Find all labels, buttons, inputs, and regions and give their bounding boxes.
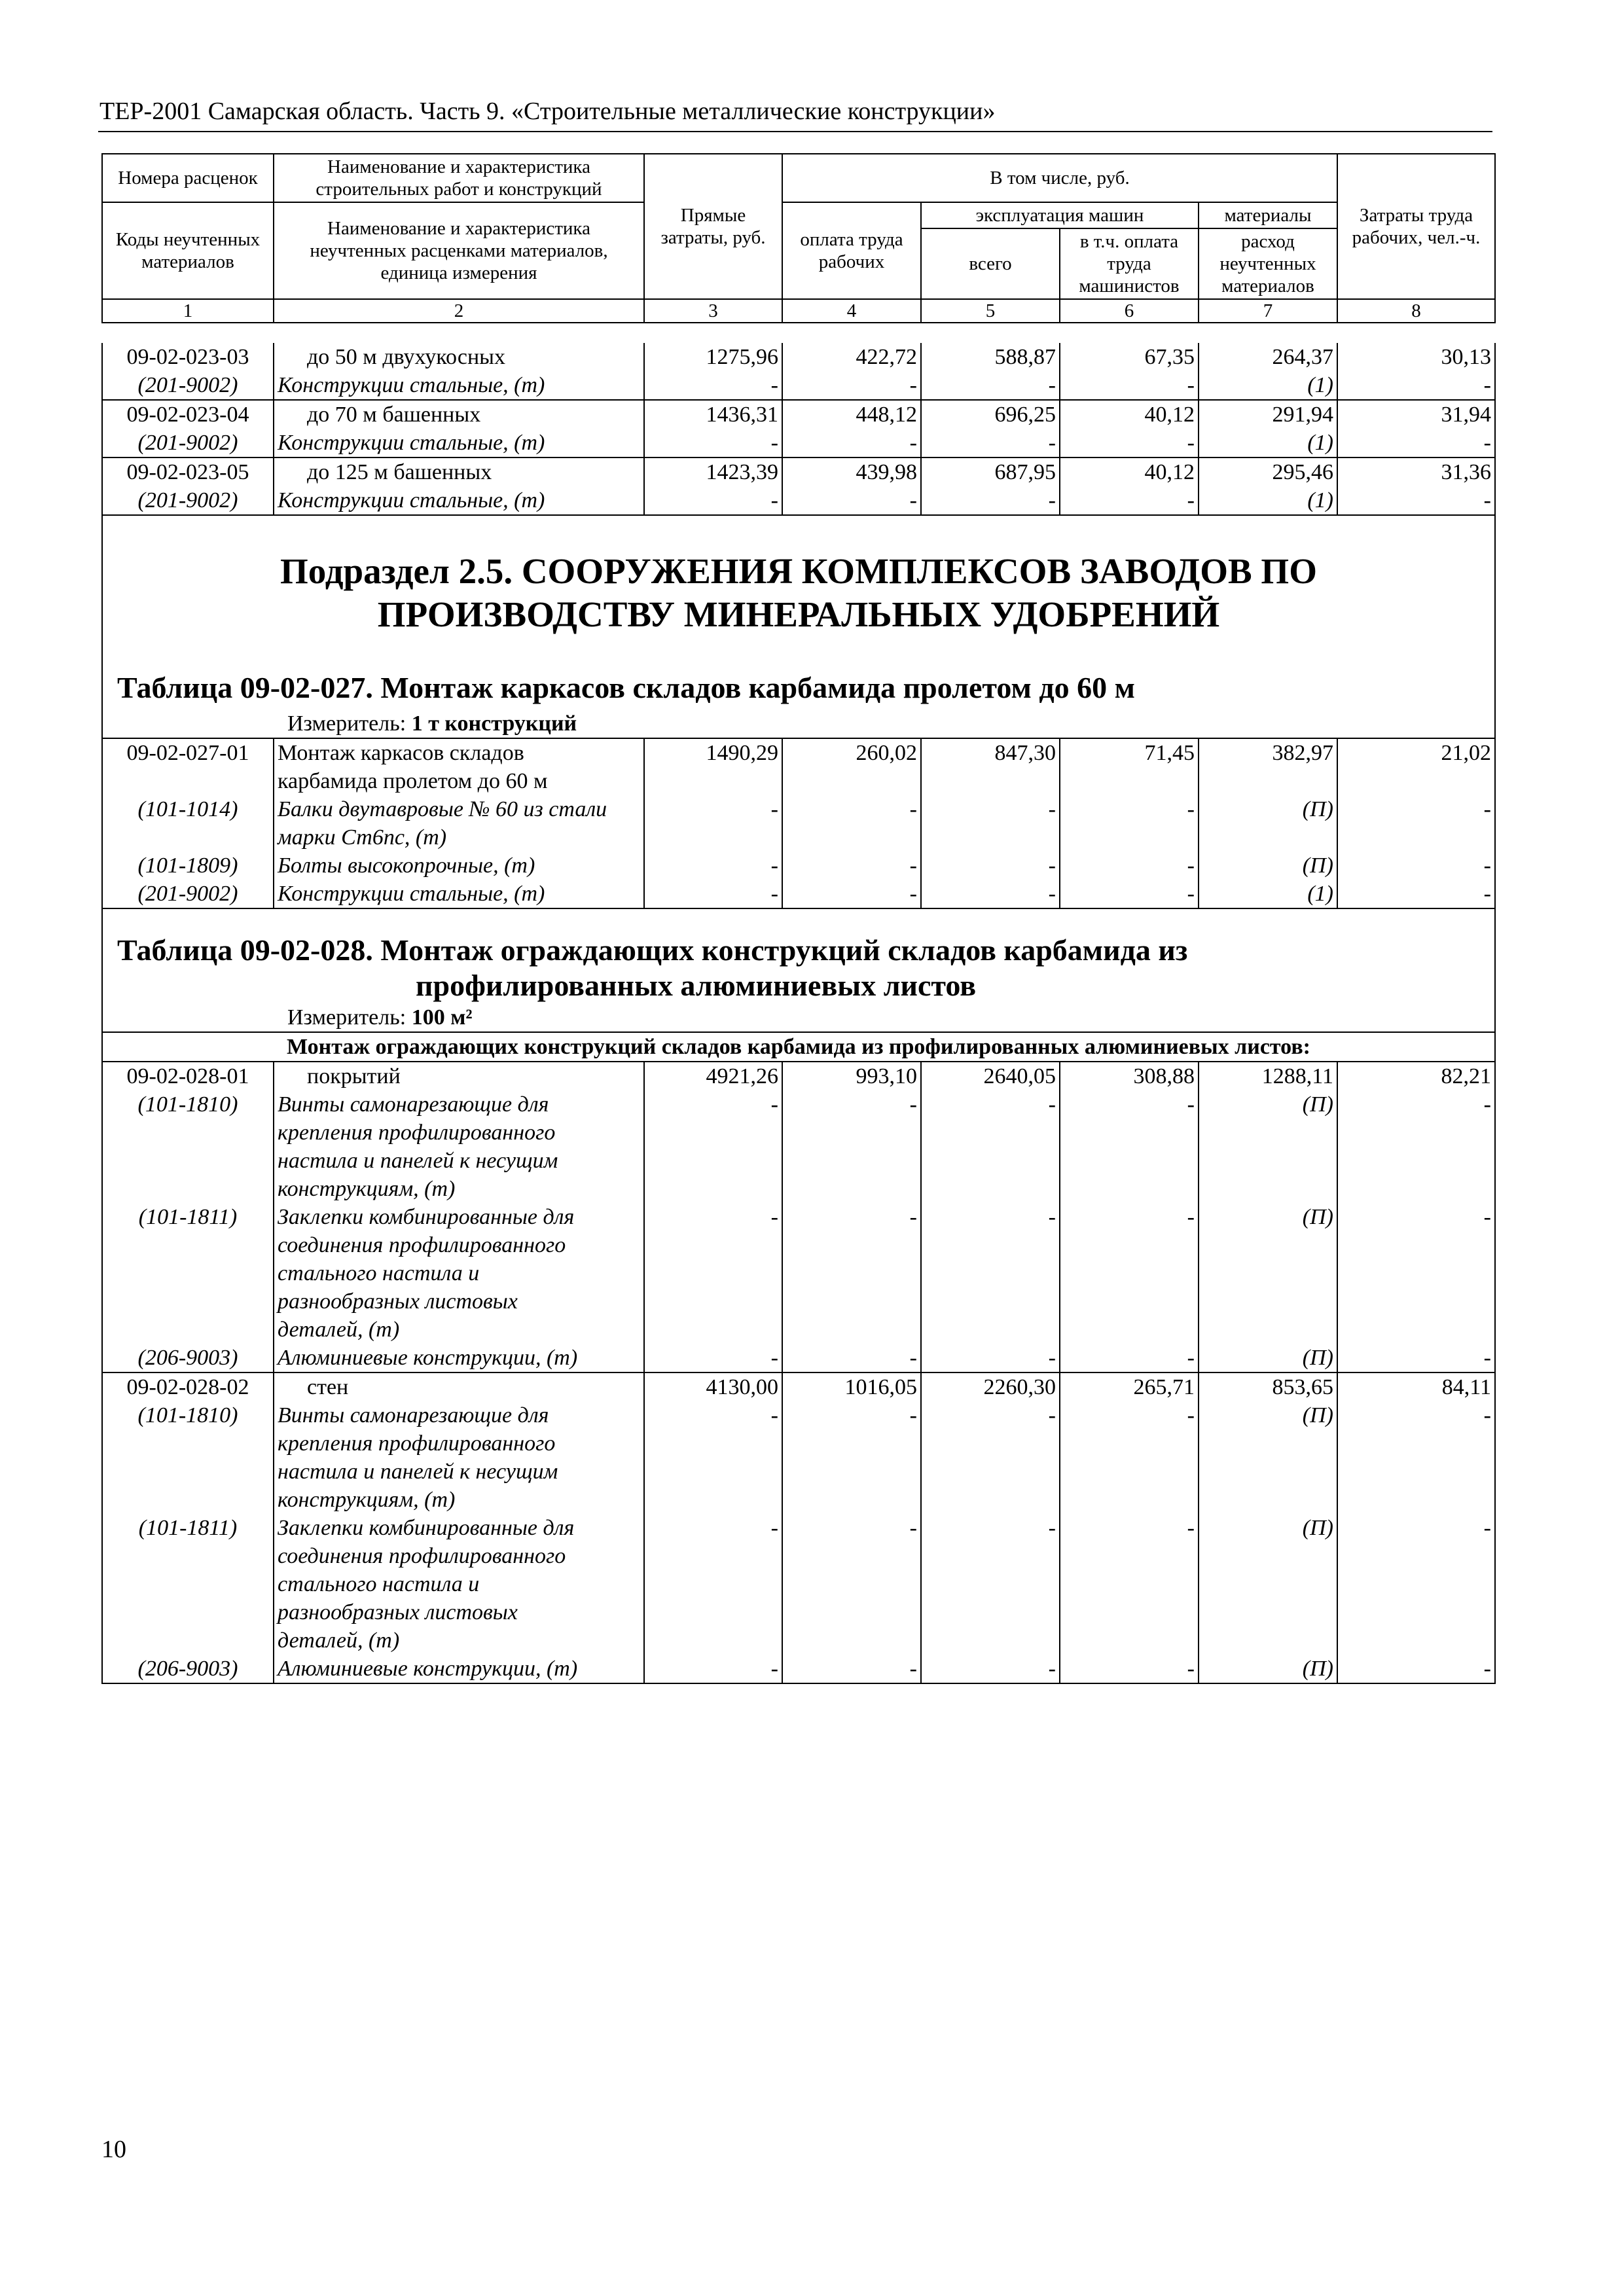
material-v5: -: [921, 371, 1060, 400]
material-v5: -: [921, 1655, 1060, 1683]
machines-total: 696,25: [921, 400, 1060, 429]
material-v5: -: [921, 1401, 1060, 1514]
labor-hours: 31,94: [1337, 400, 1495, 429]
material-name: Алюминиевые конструкции, (т): [274, 1344, 644, 1372]
material-v8: -: [1337, 1514, 1495, 1655]
material-v7: (П): [1199, 1090, 1337, 1203]
material-row: [102, 880, 1495, 908]
machines-total: 847,30: [921, 738, 1060, 795]
material-v6: -: [1060, 795, 1199, 852]
col5-header: всего: [921, 228, 1060, 299]
material-v6: -: [1060, 1203, 1199, 1344]
material-code: (201-9002): [102, 371, 274, 400]
col-number: 1: [102, 299, 274, 323]
machinists-pay: 308,88: [1060, 1062, 1199, 1090]
col3-header: Прямые затраты, руб.: [644, 154, 782, 299]
material-row: [102, 1655, 1495, 1683]
material-v8: -: [1337, 1203, 1495, 1344]
col6-header: в т.ч. оплата труда машинистов: [1060, 228, 1199, 299]
machinists-pay: 71,45: [1060, 738, 1199, 795]
rate-name: покрытий: [274, 1062, 644, 1090]
machines-total: 2640,05: [921, 1062, 1060, 1090]
rate-name: до 125 м башенных: [274, 457, 644, 486]
rate-code: 09-02-028-01: [102, 1062, 274, 1090]
machinists-pay: 40,12: [1060, 457, 1199, 486]
material-v7: (1): [1199, 486, 1337, 515]
table-028-title: [102, 908, 1495, 1003]
material-name: Винты самонарезающие для крепления профилированного настила и панелей к несущим конструкциям, (т): [274, 1401, 644, 1514]
material-v4: -: [782, 1655, 921, 1683]
labor-hours: 84,11: [1337, 1372, 1495, 1401]
material-v4: -: [782, 486, 921, 515]
material-row: [102, 1401, 1495, 1514]
measure-label: Измеритель:: [287, 1005, 406, 1030]
material-v6: -: [1060, 1344, 1199, 1372]
table-row: [102, 738, 1495, 795]
rate-name: до 70 м башенных: [274, 400, 644, 429]
table-028-measure: [102, 1003, 1495, 1032]
material-name: Конструкции стальные, (т): [274, 429, 644, 457]
table-028-subheader: Монтаж ограждающих конструкций складов карбамида из профилированных алюминиевых листов:: [102, 1032, 1495, 1062]
material-v4: -: [782, 1514, 921, 1655]
material-v7: (1): [1199, 371, 1337, 400]
table-row: [102, 1372, 1495, 1401]
rate-code: 09-02-028-02: [102, 1372, 274, 1401]
section-title-line2: ПРОИЗВОДСТВУ МИНЕРАЛЬНЫХ УДОБРЕНИЙ: [377, 594, 1220, 634]
col1-header-top: Номера расценок: [102, 154, 274, 202]
material-row: [102, 852, 1495, 880]
material-v3: -: [644, 429, 782, 457]
material-v6: -: [1060, 1090, 1199, 1203]
material-v6: -: [1060, 880, 1199, 908]
material-v8: -: [1337, 429, 1495, 457]
material-v6: -: [1060, 1514, 1199, 1655]
rate-code: 09-02-023-04: [102, 400, 274, 429]
labor-pay: 260,02: [782, 738, 921, 795]
section-title: [102, 515, 1495, 670]
material-v7: (П): [1199, 795, 1337, 852]
table-row: [102, 400, 1495, 429]
materials-cost: 264,37: [1199, 343, 1337, 371]
material-v6: -: [1060, 1655, 1199, 1683]
labor-hours: 31,36: [1337, 457, 1495, 486]
material-code: (101-1014): [102, 795, 274, 852]
material-v5: -: [921, 1514, 1060, 1655]
machines-total: 588,87: [921, 343, 1060, 371]
col-number: 4: [782, 299, 921, 323]
material-code: (101-1810): [102, 1090, 274, 1203]
col-number: 2: [274, 299, 644, 323]
material-row: [102, 795, 1495, 852]
material-v4: -: [782, 371, 921, 400]
labor-pay: 1016,05: [782, 1372, 921, 1401]
direct-cost: 1490,29: [644, 738, 782, 795]
table-027-measure: [102, 709, 1495, 738]
material-v4: -: [782, 1401, 921, 1514]
rate-name: стен: [274, 1372, 644, 1401]
material-v7: (П): [1199, 1655, 1337, 1683]
material-v4: -: [782, 1344, 921, 1372]
material-v8: -: [1337, 795, 1495, 852]
material-v5: -: [921, 1203, 1060, 1344]
material-code: (101-1811): [102, 1203, 274, 1344]
material-name: Винты самонарезающие для крепления профилированного настила и панелей к несущим конструкциям, (т): [274, 1090, 644, 1203]
material-code: (206-9003): [102, 1344, 274, 1372]
table-row: [102, 457, 1495, 486]
material-name: Конструкции стальные, (т): [274, 371, 644, 400]
col-number: 5: [921, 299, 1060, 323]
material-v7: (1): [1199, 880, 1337, 908]
material-row: [102, 371, 1495, 400]
machinists-pay: 67,35: [1060, 343, 1199, 371]
table-row: [102, 1062, 1495, 1090]
material-v5: -: [921, 795, 1060, 852]
labor-hours: 30,13: [1337, 343, 1495, 371]
col-number: 6: [1060, 299, 1199, 323]
col4-header: оплата труда рабочих: [782, 202, 921, 299]
material-name: Конструкции стальные, (т): [274, 880, 644, 908]
material-v5: -: [921, 1090, 1060, 1203]
rate-name: Монтаж каркасов складов карбамида пролетом до 60 м: [274, 738, 644, 795]
material-v8: -: [1337, 486, 1495, 515]
material-row: [102, 1090, 1495, 1203]
direct-cost: 1275,96: [644, 343, 782, 371]
labor-pay: 422,72: [782, 343, 921, 371]
material-v7: (П): [1199, 1401, 1337, 1514]
direct-cost: 4921,26: [644, 1062, 782, 1090]
material-v6: -: [1060, 852, 1199, 880]
rate-code: 09-02-023-03: [102, 343, 274, 371]
col8-header: Затраты труда рабочих, чел.-ч.: [1337, 154, 1495, 299]
material-name: Конструкции стальные, (т): [274, 486, 644, 515]
material-v3: -: [644, 1090, 782, 1203]
col-number: 3: [644, 299, 782, 323]
material-v5: -: [921, 486, 1060, 515]
table-028-title-line2: профилированных алюминиевых листов: [416, 969, 977, 1002]
material-v4: -: [782, 795, 921, 852]
material-name: Заклепки комбинированные для соединения профилированного стального настила и разнообразных листовых деталей, (т): [274, 1203, 644, 1344]
header-rule: [98, 131, 1492, 132]
material-row: [102, 1344, 1495, 1372]
material-code: (206-9003): [102, 1655, 274, 1683]
col2-header-top: Наименование и характеристика строительных работ и конструкций: [274, 154, 644, 202]
material-name: Балки двутавровые № 60 из стали марки Ст6пс, (т): [274, 795, 644, 852]
material-v3: -: [644, 1401, 782, 1514]
material-code: (101-1809): [102, 852, 274, 880]
labor-pay: 448,12: [782, 400, 921, 429]
material-v4: -: [782, 429, 921, 457]
material-code: (101-1811): [102, 1514, 274, 1655]
direct-cost: 1436,31: [644, 400, 782, 429]
material-code: (201-9002): [102, 486, 274, 515]
material-v8: -: [1337, 852, 1495, 880]
table-027-title: Таблица 09-02-027. Монтаж каркасов складов карбамида пролетом до 60 м: [102, 670, 1495, 709]
material-v3: -: [644, 880, 782, 908]
material-v3: -: [644, 486, 782, 515]
measure-value: 100 м²: [411, 1005, 473, 1030]
material-v8: -: [1337, 880, 1495, 908]
machines-header: эксплуатация машин: [921, 202, 1199, 228]
col-number: 8: [1337, 299, 1495, 323]
material-v4: -: [782, 1203, 921, 1344]
material-v3: -: [644, 1344, 782, 1372]
materials-cost: 853,65: [1199, 1372, 1337, 1401]
material-row: [102, 429, 1495, 457]
column-header-table: [101, 153, 1496, 323]
material-v8: -: [1337, 371, 1495, 400]
incl-header: В том числе, руб.: [782, 154, 1337, 202]
materials-cost: 382,97: [1199, 738, 1337, 795]
machinists-pay: 40,12: [1060, 400, 1199, 429]
col1-header-bottom: Коды неучтенных материалов: [102, 202, 274, 299]
material-v3: -: [644, 795, 782, 852]
material-v5: -: [921, 429, 1060, 457]
col7-header: расход неучтенных материалов: [1199, 228, 1337, 299]
material-v5: -: [921, 852, 1060, 880]
material-v7: (П): [1199, 1344, 1337, 1372]
material-name: Заклепки комбинированные для соединения профилированного стального настила и разнообразных листовых деталей, (т): [274, 1514, 644, 1655]
material-v6: -: [1060, 429, 1199, 457]
page-number: 10: [101, 2136, 126, 2163]
material-row: [102, 1514, 1495, 1655]
material-name: Болты высокопрочные, (т): [274, 852, 644, 880]
rates-table: [101, 343, 1496, 1684]
material-v5: -: [921, 1344, 1060, 1372]
materials-cost: 295,46: [1199, 457, 1337, 486]
material-v7: (П): [1199, 1514, 1337, 1655]
direct-cost: 4130,00: [644, 1372, 782, 1401]
material-v3: -: [644, 1203, 782, 1344]
material-v4: -: [782, 852, 921, 880]
material-v4: -: [782, 880, 921, 908]
running-header: ТЕР-2001 Самарская область. Часть 9. «Строительные металлические конструкции»: [99, 98, 996, 125]
material-v7: (1): [1199, 429, 1337, 457]
materials-header: материалы: [1199, 202, 1337, 228]
material-code: (201-9002): [102, 429, 274, 457]
material-v7: (П): [1199, 1203, 1337, 1344]
material-v3: -: [644, 371, 782, 400]
measure-label: Измеритель:: [287, 711, 406, 736]
material-v6: -: [1060, 486, 1199, 515]
labor-hours: 82,21: [1337, 1062, 1495, 1090]
machinists-pay: 265,71: [1060, 1372, 1199, 1401]
rate-code: 09-02-027-01: [102, 738, 274, 795]
material-v4: -: [782, 1090, 921, 1203]
machines-total: 2260,30: [921, 1372, 1060, 1401]
material-name: Алюминиевые конструкции, (т): [274, 1655, 644, 1683]
material-v3: -: [644, 852, 782, 880]
materials-cost: 291,94: [1199, 400, 1337, 429]
measure-value: 1 т конструкций: [411, 711, 577, 736]
direct-cost: 1423,39: [644, 457, 782, 486]
material-v7: (П): [1199, 852, 1337, 880]
material-v3: -: [644, 1655, 782, 1683]
material-row: [102, 486, 1495, 515]
col2-header-bottom: Наименование и характеристика неучтенных расценками материалов, единица измерения: [274, 202, 644, 299]
col-number: 7: [1199, 299, 1337, 323]
rate-name: до 50 м двухукосных: [274, 343, 644, 371]
labor-pay: 439,98: [782, 457, 921, 486]
material-v8: -: [1337, 1090, 1495, 1203]
table-028-title-line1: Таблица 09-02-028. Монтаж ограждающих конструкций складов карбамида из: [117, 933, 1188, 967]
material-v8: -: [1337, 1655, 1495, 1683]
table-row: [102, 343, 1495, 371]
material-code: (101-1810): [102, 1401, 274, 1514]
rate-code: 09-02-023-05: [102, 457, 274, 486]
material-row: [102, 1203, 1495, 1344]
material-v8: -: [1337, 1344, 1495, 1372]
section-title-line1: Подраздел 2.5. СООРУЖЕНИЯ КОМПЛЕКСОВ ЗАВОДОВ ПО: [280, 551, 1317, 591]
material-v5: -: [921, 880, 1060, 908]
labor-hours: 21,02: [1337, 738, 1495, 795]
machines-total: 687,95: [921, 457, 1060, 486]
material-v3: -: [644, 1514, 782, 1655]
material-v6: -: [1060, 371, 1199, 400]
material-v8: -: [1337, 1401, 1495, 1514]
materials-cost: 1288,11: [1199, 1062, 1337, 1090]
material-code: (201-9002): [102, 880, 274, 908]
labor-pay: 993,10: [782, 1062, 921, 1090]
material-v6: -: [1060, 1401, 1199, 1514]
